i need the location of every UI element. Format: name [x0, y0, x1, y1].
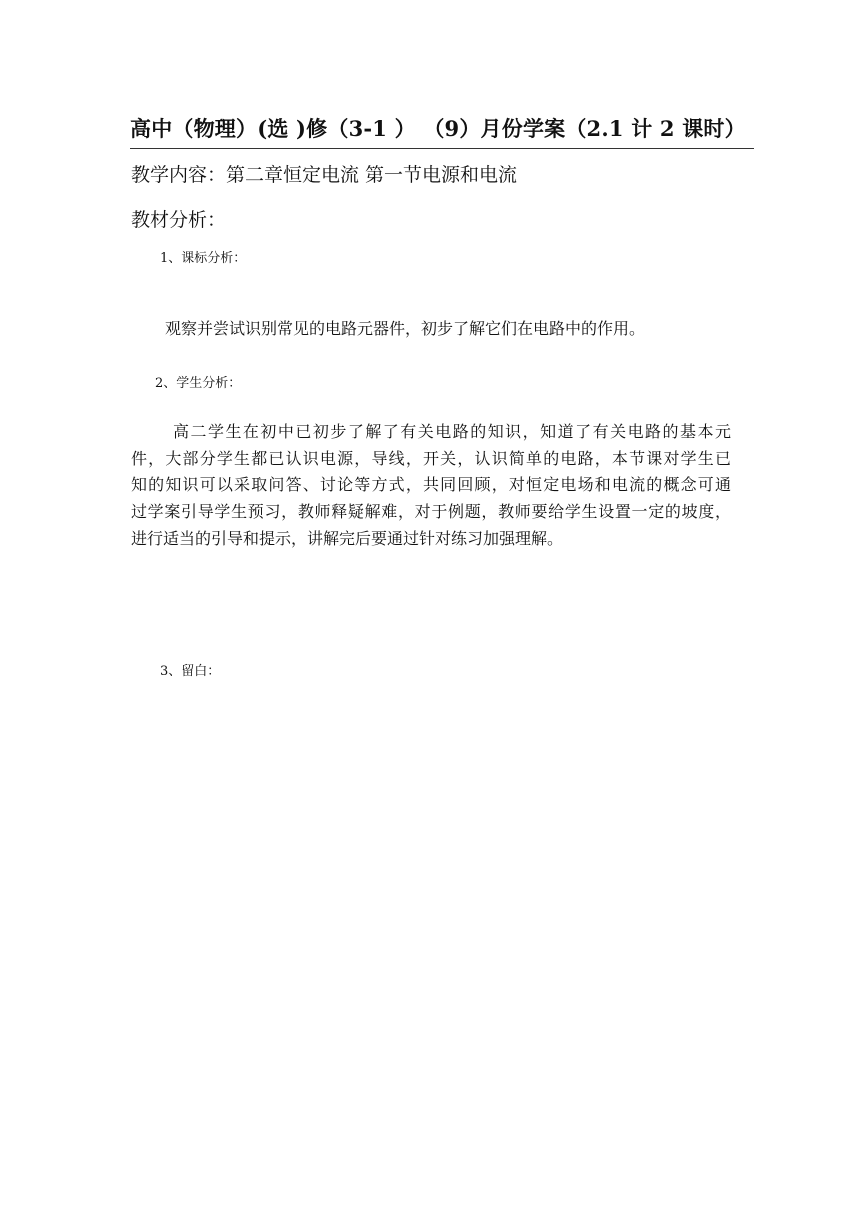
- document-title: 高中（物理）(选 )修（3-1 ） （9）月份学案（2.1 计 2 课时）: [130, 116, 746, 141]
- blank-space-heading: 3、留白：: [160, 664, 221, 679]
- student-analysis-heading: 2、学生分析：: [155, 376, 242, 391]
- paragraph-line: 进行适当的引导和提示，讲解完后要通过针对练习加强理解。: [131, 528, 564, 548]
- material-analysis-heading: 教材分析：: [131, 209, 227, 231]
- teaching-content-line: 教学内容：第二章恒定电流 第一节电源和电流: [131, 164, 518, 186]
- paragraph-line: 过学案引导学生预习，教师释疑解难，对于例题，教师要给学生设置一定的坡度，: [131, 502, 731, 522]
- paragraph-line: 知的知识可以采取问答、讨论等方式，共同回顾，对恒定电场和电流的概念可通: [131, 475, 731, 495]
- title-underline: [130, 148, 754, 149]
- paragraph-line: 高二学生在初中已初步了解了有关电路的知识，知道了有关电路的基本元: [173, 422, 731, 441]
- student-analysis-paragraph: [131, 419, 731, 553]
- curriculum-analysis-heading: 1、课标分析：: [160, 251, 247, 266]
- curriculum-analysis-text: 观察并尝试识别常见的电路元器件，初步了解它们在电路中的作用。: [165, 319, 646, 338]
- paragraph-line: 件，大部分学生都已认识电源，导线，开关，认识简单的电路，本节课对学生已: [131, 448, 731, 468]
